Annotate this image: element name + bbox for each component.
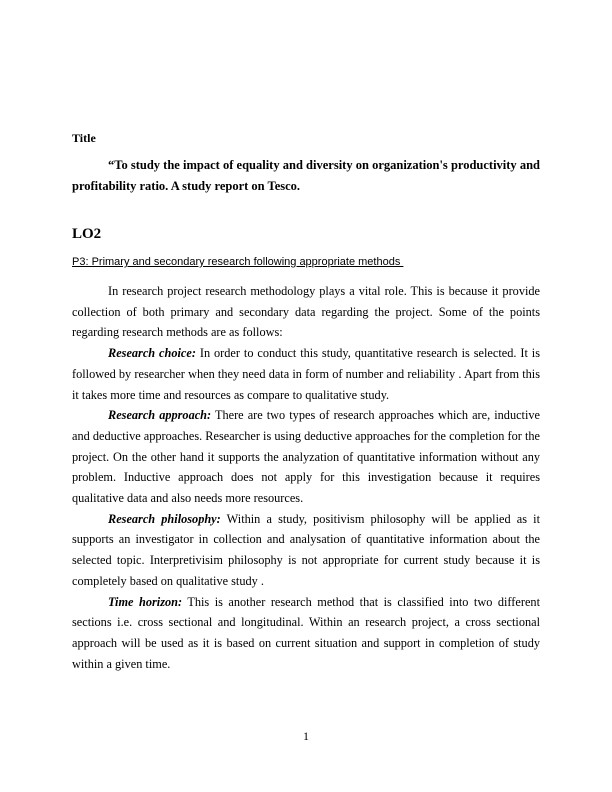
text-time-horizon: This is another research method that is classified into two different sections i.e. cross sectional and longitudinal. Within an research project, a cross sectional approach will be used as it is based on current situation and support in completion of study within a given time. bbox=[72, 594, 540, 671]
body-text bbox=[72, 281, 540, 674]
subheading: P3: Primary and secondary research following appropriate methods bbox=[72, 256, 404, 268]
term-research-choice: Research choice: bbox=[108, 346, 196, 361]
text-research-choice: In order to conduct this study, quantitative research is selected. It is followed by researcher when they need data in form of number and reliability . Apart from this it takes more time and resources as compare to qualitative study. bbox=[72, 346, 540, 402]
paragraph-research-choice bbox=[72, 343, 540, 405]
section-heading: LO2 bbox=[72, 226, 102, 242]
title-label: Title bbox=[72, 131, 96, 145]
text-research-approach: There are two types of research approaches which are, inductive and deductive approaches. Researcher is using deductive approaches for the completion for the project. On the other hand it supports the analyzation of quantitative information without any problem. Inductive approach does not apply for this investigation because it requires qualitative data and also needs more resources. bbox=[72, 408, 540, 506]
text-research-philosophy: Within a study, positivism philosophy will be applied as it supports an investigator in collection and analysation of quantitative information about the selected topic. Interpretivisim philosophy is not appropriate for current study because it is completely based on qualitative study . bbox=[72, 511, 540, 588]
title-text: “To study the impact of equality and diversity on organization's productivity and profitability ratio. A study report on Tesco. bbox=[72, 158, 540, 193]
term-research-approach: Research approach: bbox=[108, 408, 212, 423]
term-time-horizon: Time horizon: bbox=[108, 594, 183, 609]
page-number: 1 bbox=[303, 729, 309, 743]
term-research-philosophy: Research philosophy: bbox=[108, 511, 221, 526]
paragraph-research-philosophy bbox=[72, 509, 540, 592]
intro-paragraph: In research project research methodology plays a vital role. This is because it provide collection of both primary and secondary data regarding the project. Some of the points regarding research methods are as follows: bbox=[72, 284, 540, 340]
paragraph-research-approach bbox=[72, 405, 540, 509]
paragraph-time-horizon bbox=[72, 592, 540, 675]
